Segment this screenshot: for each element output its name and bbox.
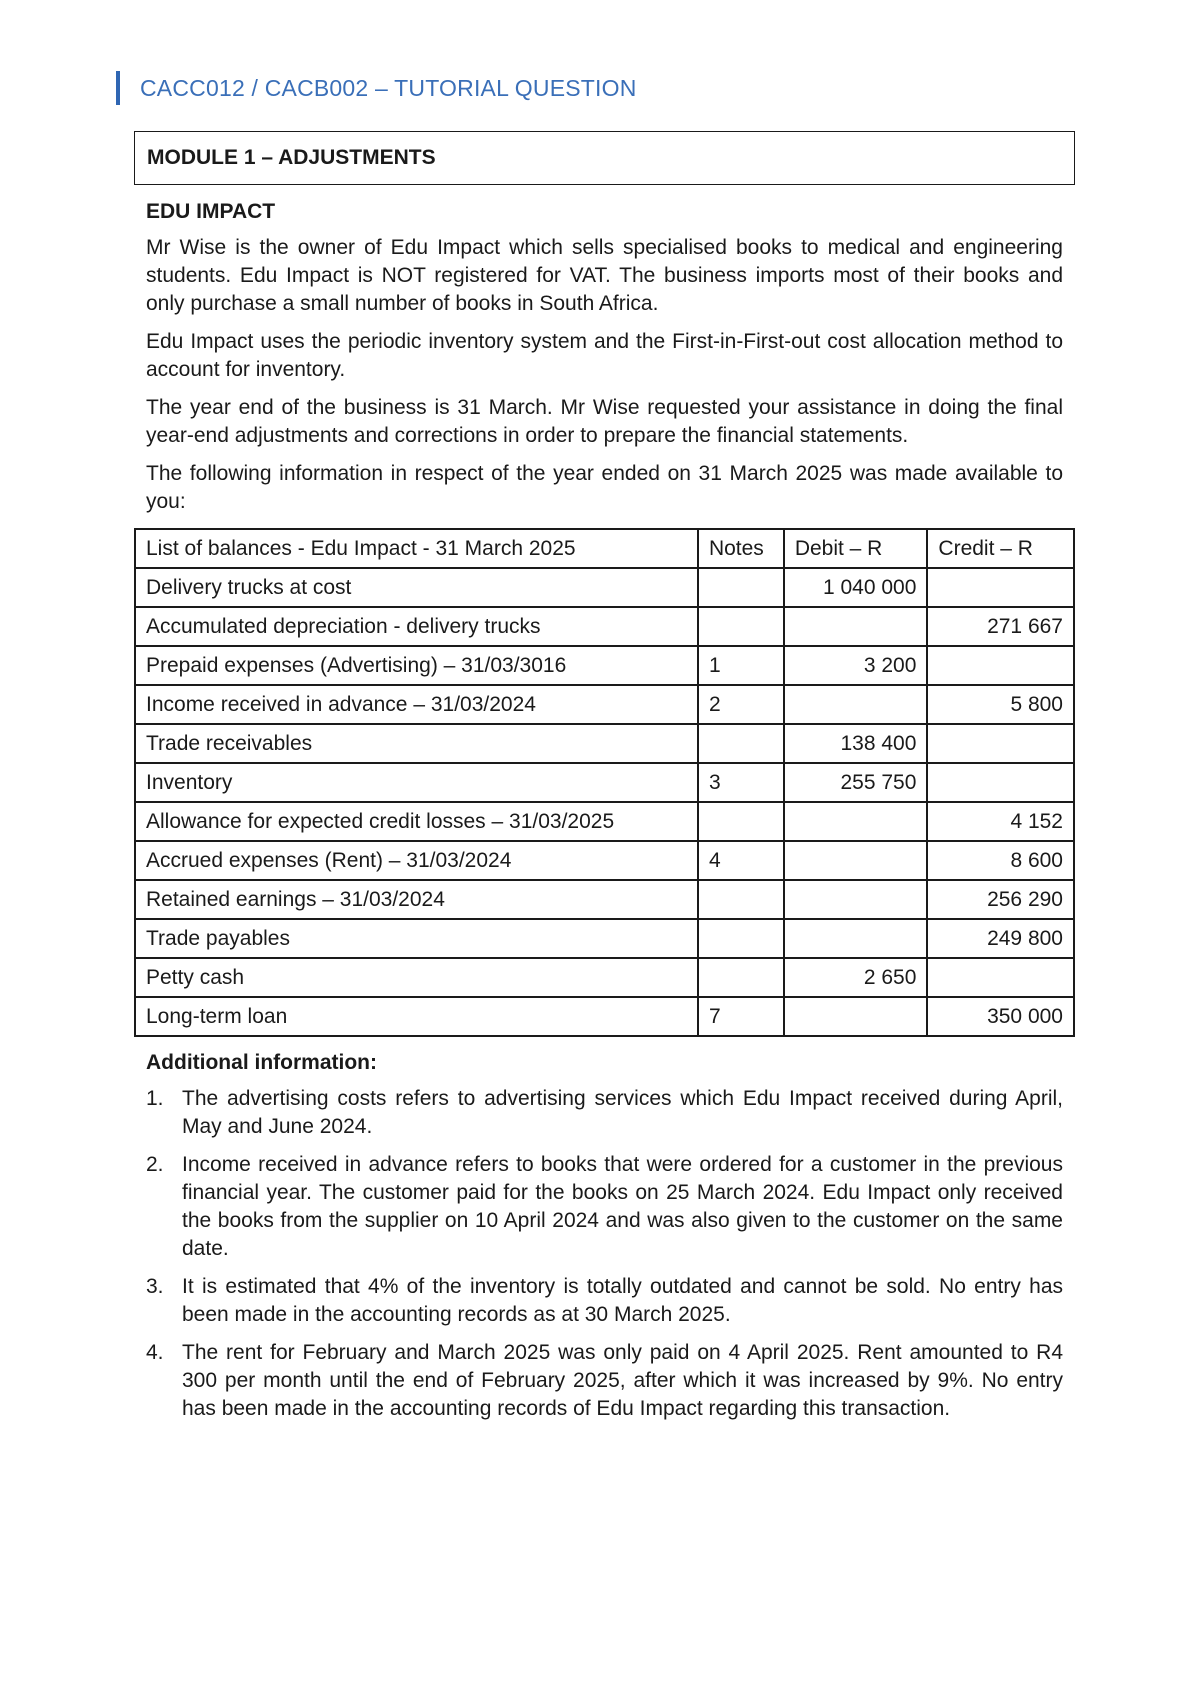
table-row bbox=[135, 646, 1074, 685]
cell-note bbox=[698, 607, 784, 646]
list-item-text: Income received in advance refers to books that were ordered for a customer in the previous financial year. The customer paid for the books on 25 March 2024. Edu Impact only received the books from the supplier on 10 April 2024 and was also given to the customer on the same date. bbox=[182, 1153, 1063, 1260]
cell-item: Delivery trucks at cost bbox=[135, 568, 698, 607]
header-cell-item: List of balances - Edu Impact - 31 March 2025 bbox=[135, 529, 698, 568]
table-row bbox=[135, 997, 1074, 1036]
header-cell-notes: Notes bbox=[698, 529, 784, 568]
list-item-number: 3. bbox=[146, 1275, 164, 1298]
cell-credit: 8 600 bbox=[927, 841, 1074, 880]
cell-item: Retained earnings – 31/03/2024 bbox=[135, 880, 698, 919]
cell-credit bbox=[927, 958, 1074, 997]
cell-debit bbox=[784, 919, 928, 958]
cell-note: 4 bbox=[698, 841, 784, 880]
cell-note bbox=[698, 880, 784, 919]
cell-note bbox=[698, 802, 784, 841]
cell-note: 7 bbox=[698, 997, 784, 1036]
cell-credit bbox=[927, 646, 1074, 685]
cell-debit: 138 400 bbox=[784, 724, 928, 763]
cell-credit: 4 152 bbox=[927, 802, 1074, 841]
table-row bbox=[135, 841, 1074, 880]
cell-credit: 256 290 bbox=[927, 880, 1074, 919]
cell-note bbox=[698, 919, 784, 958]
additional-info-list bbox=[146, 1085, 1063, 1423]
header-cell-credit: Credit – R bbox=[927, 529, 1074, 568]
cell-debit: 255 750 bbox=[784, 763, 928, 802]
cell-credit: 249 800 bbox=[927, 919, 1074, 958]
cell-debit: 2 650 bbox=[784, 958, 928, 997]
cell-note bbox=[698, 958, 784, 997]
balances-table bbox=[134, 528, 1075, 1037]
table-header-row bbox=[135, 529, 1074, 568]
table-row bbox=[135, 880, 1074, 919]
list-item bbox=[146, 1085, 1063, 1141]
cell-item: Prepaid expenses (Advertising) – 31/03/3016 bbox=[135, 646, 698, 685]
table-row bbox=[135, 958, 1074, 997]
module-title-box bbox=[134, 131, 1075, 185]
paragraph: Edu Impact uses the periodic inventory system and the First-in-First-out cost allocation method to account for inventory. bbox=[146, 330, 1063, 381]
document-body bbox=[134, 131, 1075, 1433]
page-header bbox=[116, 70, 637, 106]
additional-info-title: Additional information: bbox=[146, 1051, 377, 1074]
table-row bbox=[135, 919, 1074, 958]
case-title: EDU IMPACT bbox=[146, 200, 276, 223]
cell-item: Income received in advance – 31/03/2024 bbox=[135, 685, 698, 724]
cell-debit bbox=[784, 997, 928, 1036]
header-accent-bar bbox=[116, 71, 120, 105]
list-item-text: It is estimated that 4% of the inventory is totally outdated and cannot be sold. No entry has been made in the accounting records as at 30 March 2025. bbox=[182, 1275, 1063, 1326]
module-title: MODULE 1 – ADJUSTMENTS bbox=[147, 146, 436, 169]
table-row bbox=[135, 568, 1074, 607]
cell-note: 1 bbox=[698, 646, 784, 685]
list-item bbox=[146, 1273, 1063, 1329]
table-row bbox=[135, 724, 1074, 763]
cell-debit bbox=[784, 802, 928, 841]
list-item-number: 4. bbox=[146, 1341, 164, 1364]
list-item bbox=[146, 1339, 1063, 1423]
list-item bbox=[146, 1151, 1063, 1263]
cell-debit bbox=[784, 880, 928, 919]
paragraph: The following information in respect of the year ended on 31 March 2025 was made available to you: bbox=[146, 462, 1063, 513]
cell-note bbox=[698, 724, 784, 763]
cell-note bbox=[698, 568, 784, 607]
cell-credit: 5 800 bbox=[927, 685, 1074, 724]
cell-credit bbox=[927, 568, 1074, 607]
cell-note: 2 bbox=[698, 685, 784, 724]
table-row bbox=[135, 763, 1074, 802]
table-row bbox=[135, 607, 1074, 646]
cell-item: Allowance for expected credit losses – 31/03/2025 bbox=[135, 802, 698, 841]
cell-item: Accrued expenses (Rent) – 31/03/2024 bbox=[135, 841, 698, 880]
cell-item: Petty cash bbox=[135, 958, 698, 997]
cell-credit bbox=[927, 724, 1074, 763]
cell-note: 3 bbox=[698, 763, 784, 802]
cell-credit bbox=[927, 763, 1074, 802]
cell-item: Trade payables bbox=[135, 919, 698, 958]
header-title: CACC012 / CACB002 – TUTORIAL QUESTION bbox=[140, 74, 637, 101]
cell-debit: 1 040 000 bbox=[784, 568, 928, 607]
cell-debit bbox=[784, 685, 928, 724]
list-item-number: 1. bbox=[146, 1087, 164, 1110]
table-row bbox=[135, 685, 1074, 724]
cell-credit: 350 000 bbox=[927, 997, 1074, 1036]
cell-debit bbox=[784, 841, 928, 880]
header-cell-debit: Debit – R bbox=[784, 529, 928, 568]
table-row bbox=[135, 802, 1074, 841]
paragraph: Mr Wise is the owner of Edu Impact which sells specialised books to medical and engineering students. Edu Impact is NOT registered for VAT. The business imports most of their books and only purchase a small number of books in South Africa. bbox=[146, 236, 1063, 315]
cell-item: Trade receivables bbox=[135, 724, 698, 763]
cell-item: Inventory bbox=[135, 763, 698, 802]
cell-item: Accumulated depreciation - delivery trucks bbox=[135, 607, 698, 646]
list-item-text: The rent for February and March 2025 was only paid on 4 April 2025. Rent amounted to R4 300 per month until the end of February 2025, after which it was increased by 9%. No entry has been made in the accounting records of Edu Impact regarding this transaction. bbox=[182, 1341, 1063, 1420]
paragraph: The year end of the business is 31 March. Mr Wise requested your assistance in doing the final year-end adjustments and corrections in order to prepare the financial statements. bbox=[146, 396, 1063, 447]
list-item-text: The advertising costs refers to advertising services which Edu Impact received during April, May and June 2024. bbox=[182, 1087, 1063, 1138]
cell-credit: 271 667 bbox=[927, 607, 1074, 646]
cell-debit bbox=[784, 607, 928, 646]
cell-debit: 3 200 bbox=[784, 646, 928, 685]
cell-item: Long-term loan bbox=[135, 997, 698, 1036]
list-item-number: 2. bbox=[146, 1153, 164, 1176]
